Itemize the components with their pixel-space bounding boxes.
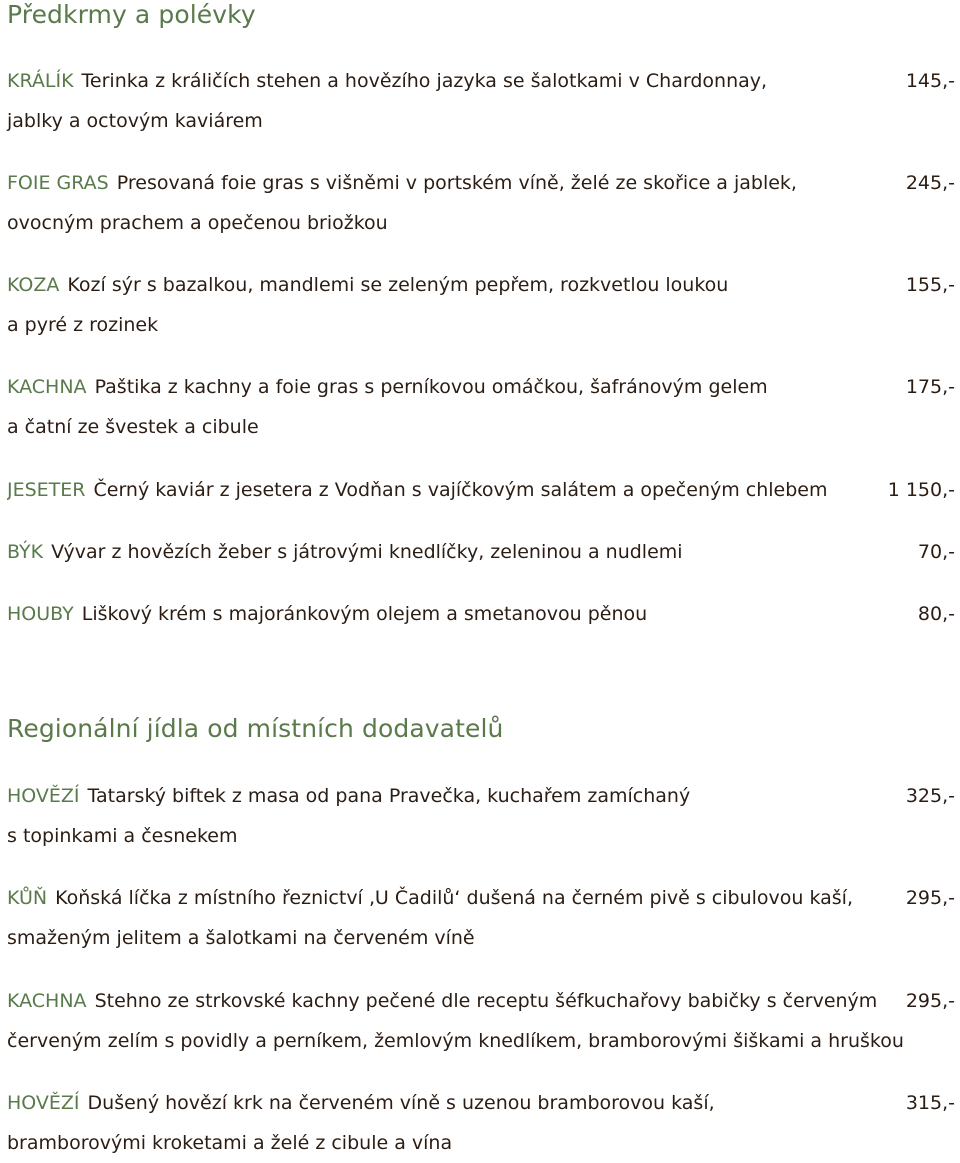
menu-item-price: 295,- bbox=[905, 887, 955, 909]
menu-item-description: Tatarský biftek z masa od pana Pravečka, kuchařem zamíchaný bbox=[87, 785, 691, 807]
menu-item-tag: KACHNA bbox=[7, 990, 87, 1012]
menu-item-line bbox=[7, 163, 955, 203]
menu-item-line bbox=[7, 532, 955, 572]
menu-item-kachna bbox=[7, 367, 955, 447]
menu-item-description: Liškový krém s majoránkovým olejem a smetanovou pěnou bbox=[81, 603, 648, 625]
menu-item-line bbox=[7, 61, 955, 101]
menu-item-description-cont: bramborovými kroketami a želé z cibule a vína bbox=[7, 1132, 453, 1154]
menu-item-price: 175,- bbox=[905, 376, 955, 398]
menu-item-kun bbox=[7, 878, 955, 958]
menu-item-description: Koňská líčka z místního řeznictví ‚U Čadilů‘ dušená na černém pivě s cibulovou kaší, bbox=[55, 887, 854, 909]
menu-item-description: Vývar z hovězích žeber s játrovými knedlíčky, zeleninou a nudlemi bbox=[51, 541, 683, 563]
menu-item-price: 325,- bbox=[905, 785, 955, 807]
section-title-starters: Předkrmy a polévky bbox=[7, 0, 256, 29]
menu-item-tag: KŮŇ bbox=[7, 887, 48, 909]
menu-item-description-cont: červeným zelím s povidly a perníkem, žemlovým knedlíkem, bramborovými šiškami a hruškou bbox=[7, 1030, 904, 1052]
menu-item-price: 245,- bbox=[905, 172, 955, 194]
menu-item-description: Kozí sýr s bazalkou, mandlemi se zeleným pepřem, rozkvetlou loukou bbox=[67, 274, 729, 296]
menu-item-description: Dušený hovězí krk na červeném víně s uzenou bramborovou kaší, bbox=[87, 1092, 715, 1114]
menu-item-price: 80,- bbox=[917, 603, 955, 625]
menu-item-description: Terinka z králičích stehen a hovězího jazyka se šalotkami v Chardonnay, bbox=[81, 70, 768, 92]
menu-item-description-cont: jablky a octovým kaviárem bbox=[7, 110, 263, 132]
menu-item-price: 315,- bbox=[905, 1092, 955, 1114]
menu-item-description: Paštika z kachny a foie gras s perníkovou omáčkou, šafránovým gelem bbox=[94, 376, 768, 398]
menu-item-description-cont: smaženým jelitem a šalotkami na červeném víně bbox=[7, 927, 475, 949]
section-title-regional: Regionální jídla od místních dodavatelů bbox=[7, 714, 504, 743]
menu-item-line bbox=[7, 594, 955, 634]
menu-item-hovezi-krk bbox=[7, 1083, 955, 1163]
menu-item-description-cont: ovocným prachem a opečenou briožkou bbox=[7, 212, 388, 234]
menu-item-line bbox=[7, 878, 955, 918]
menu-item-jeseter bbox=[7, 470, 955, 510]
menu-item-kachna-stehno bbox=[7, 981, 955, 1061]
menu-item-foie-gras bbox=[7, 163, 955, 243]
menu-item-description-cont: a pyré z rozinek bbox=[7, 314, 159, 336]
menu-item-price: 295,- bbox=[905, 990, 955, 1012]
menu-item-tag: FOIE GRAS bbox=[7, 172, 109, 194]
menu-item-tag: KACHNA bbox=[7, 376, 87, 398]
menu-item-description-cont: a čatní ze švestek a cibule bbox=[7, 416, 259, 438]
menu-item-description: Stehno ze strkovské kachny pečené dle receptu šéfkuchařovy babičky s červeným bbox=[94, 990, 878, 1012]
menu-item-line bbox=[7, 776, 955, 816]
menu-item-tag: HOVĚZÍ bbox=[7, 785, 80, 807]
menu-item-tag: HOUBY bbox=[7, 603, 74, 625]
menu-item-hovezi-tatarak bbox=[7, 776, 955, 856]
menu-item-kralik bbox=[7, 61, 955, 141]
menu-item-price: 1 150,- bbox=[887, 479, 955, 501]
menu-item-line bbox=[7, 367, 955, 407]
menu-item-houby bbox=[7, 594, 955, 634]
menu-item-description: Černý kaviár z jesetera z Vodňan s vajíčkovým salátem a opečeným chlebem bbox=[93, 479, 828, 501]
menu-item-koza bbox=[7, 265, 955, 345]
menu-item-tag: KRÁLÍK bbox=[7, 70, 74, 92]
menu-item-price: 155,- bbox=[905, 274, 955, 296]
menu-item-tag: KOZA bbox=[7, 274, 60, 296]
menu-item-line bbox=[7, 981, 955, 1021]
menu-item-tag: BÝK bbox=[7, 541, 44, 563]
menu-item-tag: HOVĚZÍ bbox=[7, 1092, 80, 1114]
menu-item-price: 70,- bbox=[917, 541, 955, 563]
menu-item-line bbox=[7, 265, 955, 305]
menu-item-price: 145,- bbox=[905, 70, 955, 92]
menu-item-description: Presovaná foie gras s višněmi v portském víně, želé ze skořice a jablek, bbox=[116, 172, 797, 194]
menu-item-byk bbox=[7, 532, 955, 572]
menu-item-line bbox=[7, 1083, 955, 1123]
menu-item-tag: JESETER bbox=[7, 479, 86, 501]
menu-item-line bbox=[7, 470, 955, 510]
menu-item-description-cont: s topinkami a česnekem bbox=[7, 825, 238, 847]
